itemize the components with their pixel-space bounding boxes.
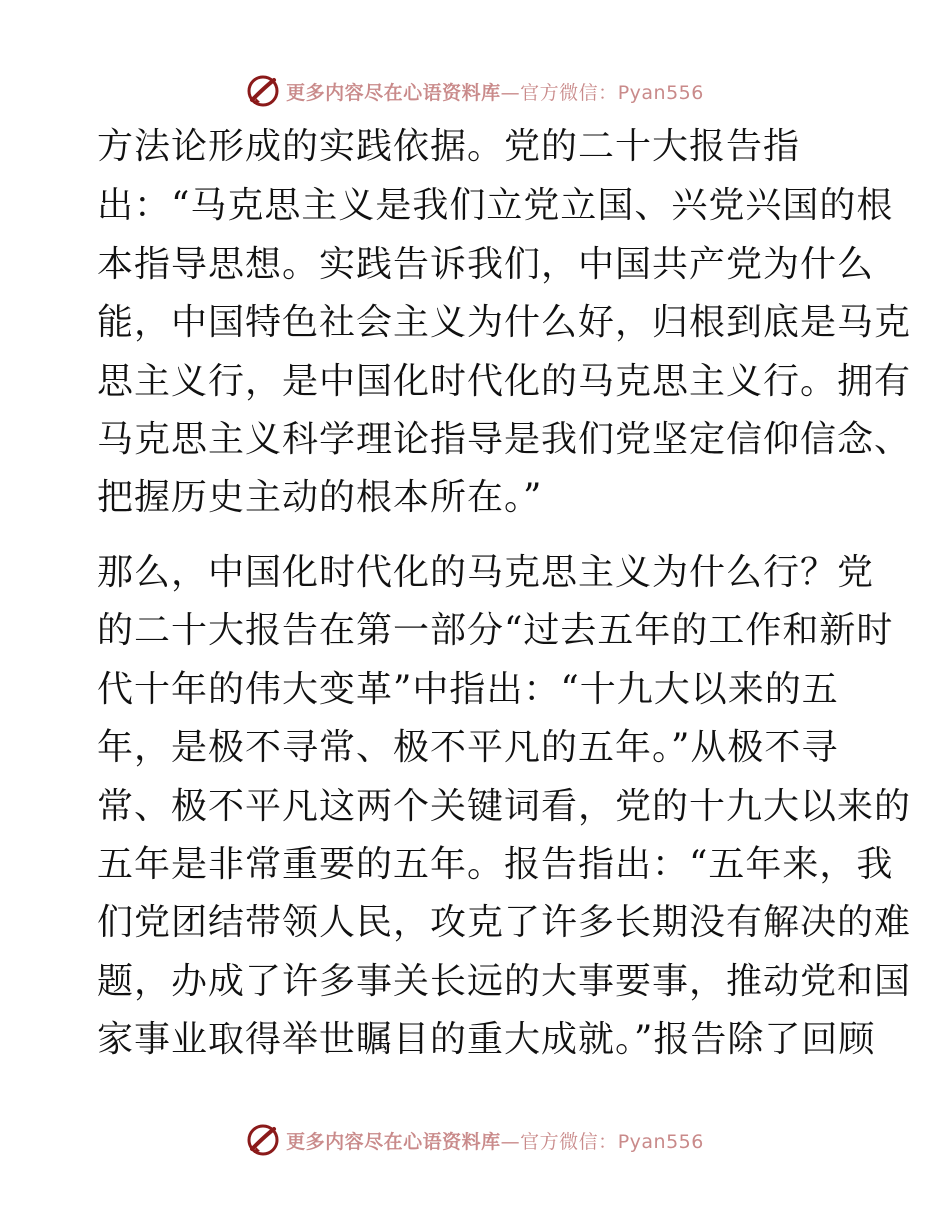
text-line: 五年是非常重要的五年。报告指出：“五年来，我 bbox=[97, 844, 894, 885]
text-line: 本指导思想。实践告诉我们，中国共产党为什么 bbox=[97, 244, 875, 285]
watermark-wechat-id: Pyan556 bbox=[617, 81, 704, 104]
watermark-text bbox=[286, 78, 704, 105]
text-line: 那么，中国化时代化的马克思主义为什么行？党 bbox=[97, 552, 875, 593]
brush-pen-logo-icon bbox=[246, 74, 280, 108]
text-line: 常、极不平凡这两个关键词看，党的十九大以来的 bbox=[97, 786, 912, 827]
text-line: 的二十大报告在第一部分“过去五年的工作和新时 bbox=[97, 610, 894, 651]
header-watermark bbox=[0, 71, 950, 111]
text-line: 们党团结带领人民，攻克了许多长期没有解决的难 bbox=[97, 902, 912, 943]
text-line: 家事业取得举世瞩目的重大成就。”报告除了回顾 bbox=[97, 1019, 876, 1060]
watermark-dash: — bbox=[500, 81, 521, 104]
watermark-official-label: 官方微信： bbox=[520, 1130, 618, 1153]
text-line: 出：“马克思主义是我们立党立国、兴党兴国的根 bbox=[97, 185, 894, 226]
watermark-dash: — bbox=[500, 1130, 521, 1153]
text-line: 马克思主义科学理论指导是我们党坚定信仰信念、 bbox=[97, 419, 912, 460]
watermark-official-label: 官方微信： bbox=[520, 81, 618, 104]
text-line: 方法论形成的实践依据。党的二十大报告指 bbox=[97, 126, 801, 167]
text-line: 能，中国特色社会主义为什么好，归根到底是马克 bbox=[97, 302, 912, 343]
text-line: 代十年的伟大变革”中指出：“十九大以来的五 bbox=[97, 669, 839, 710]
text-line: 思主义行，是中国化时代化的马克思主义行。拥有 bbox=[97, 361, 912, 402]
brush-pen-logo-icon bbox=[246, 1123, 280, 1157]
text-line: 题，办成了许多事关长远的大事要事，推动党和国 bbox=[97, 961, 912, 1002]
watermark-text bbox=[286, 1127, 704, 1154]
footer-watermark bbox=[0, 1120, 950, 1160]
watermark-slogan: 更多内容尽在心语资料库 bbox=[286, 1130, 501, 1153]
text-line: 年，是极不寻常、极不平凡的五年。”从极不寻 bbox=[97, 727, 839, 768]
watermark-slogan: 更多内容尽在心语资料库 bbox=[286, 81, 501, 104]
watermark-wechat-id: Pyan556 bbox=[617, 1130, 704, 1153]
text-line: 把握历史主动的根本所在。” bbox=[97, 477, 543, 518]
